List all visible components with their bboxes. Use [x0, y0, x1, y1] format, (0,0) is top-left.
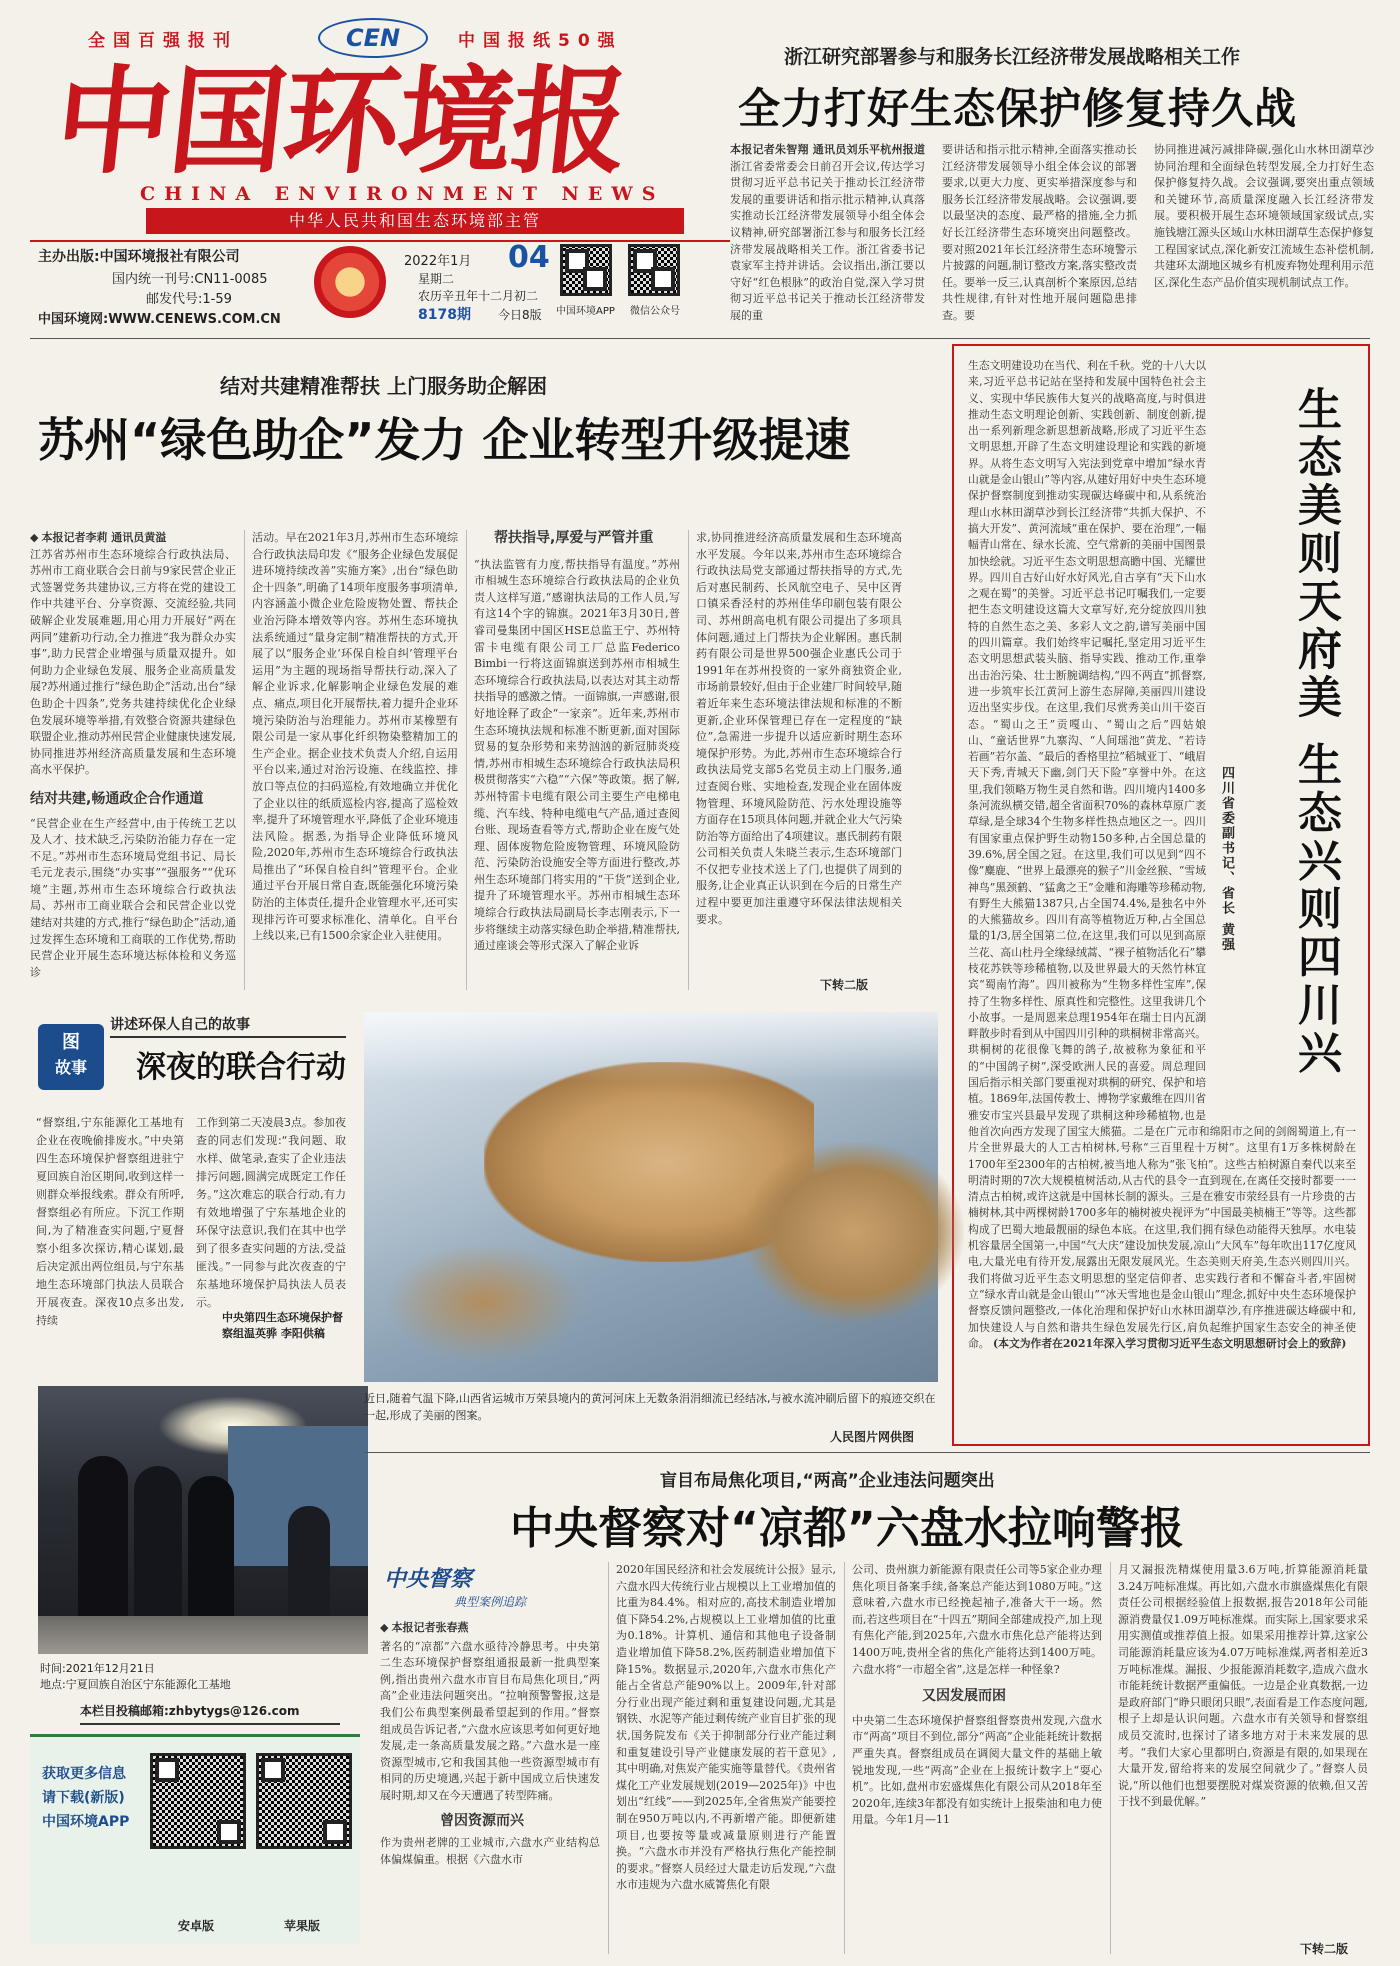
- suzhou-col-1b-text: “民营企业在生产经营中,由于传统工艺以及人才、技术缺乏,污染防治能力存在一定不足。”苏州市生态环境局党组书记、局长毛元龙表示,围绕“办实事”“强服务”“优环境”主题,苏州市生态环境综合行政执法局、苏州市工商业联合会和民营企业以党建结对共建的方式,推行“绿色助企”活动,通过发挥生态环境和工商联的工作优势,帮助民营企业开展生态环境达标体检和义务巡诊: [30, 816, 236, 979]
- story-column-label: 讲述环保人自己的故事: [110, 1014, 346, 1038]
- app-promo: [30, 1734, 360, 1944]
- date-year-month: 2022年1月: [404, 254, 472, 269]
- app-qr-code[interactable]: [560, 244, 612, 296]
- newspaper-logo: 中国环境报: [48, 55, 634, 190]
- suzhou-col-4-text: 求,协同推进经济高质量发展和生态环境高水平发展。今年以来,苏州市生态环境综合行政执法局党支部通过帮扶指导的方式,先后对惠民制药、长风航空电子、吴中区胥口镇采香泾村的苏州佳华印刷包装有限公司、苏州朗高电机有限公司提出了多项具体问题,通过上门帮扶为企业解困。惠氏制药有限公司是世界500强企业惠氏公司于1991年在苏州投资的一家外商独资企业,市场前景较好,但由于企业建厂时间较早,随着近年来生态环境法律法规和标准的不断更新,企业环保管理已存在一定程度的“缺位”,急需进一步提升以适应新时期生态环境保护形势。为此,苏州市生态环境综合行政执法局党支部5名党员主动上门服务,通过查阅台账、实地检查,发现企业在固体废物管理、环境风险防范、污水处理设施等方面存在15项具体问题,并就企业大气污染防治等方面给出了4项建议。惠氏制药有限公司相关负责人朱晓兰表示,生态环境部门不仅把专业技术送上了门,也提供了周到的服务,让企业真正认识到在今后的日常生产过程中要更加注重遵守环保法律法规相关要求。: [696, 531, 902, 926]
- story-badge: [38, 1024, 104, 1090]
- col-divider: [688, 530, 689, 990]
- section-rule-bottom: [364, 1452, 1370, 1453]
- lead-story: [730, 36, 1380, 336]
- top-left-tag: 全国百强报刊: [88, 31, 238, 51]
- story-place: 地点:宁夏回族自治区宁东能源化工基地: [40, 1678, 231, 1691]
- liupanshui-col-4-text: 月又漏报洗精煤使用量3.6万吨,折算能源消耗量3.24万吨标准煤。再比如,六盘水市旗盛煤焦化有限责任公司根据经验值上报数据,报告2018年公司能源消费量仅1.09万吨标准煤。而实际上,国家要求采用实测值或推荐值上报。如果采用推荐计算,这家公司能源消耗量应该为4.07万吨标准煤,两者相差近3万吨标准煤。漏报、少报能源消耗数字,造成六盘水市能耗统计数据严重偏低。一边是企业真数据,一边是政府部门“睁只眼闭只眼”,表面看是工作态度问题,根子上却是认识问题。六盘水市有关领导和督察组成员交流时,也探讨了诸多地方对于未来发展的思考。“我们大家心里都明白,资源是有限的,如果现在大量开发,留给将来的发展空间就少了。”督察人员说,“所以他们也想要摆脱对煤炭资源的依赖,但又苦于找不到最优解。”: [1118, 1563, 1368, 1809]
- story-col-1: [36, 1114, 184, 1374]
- top-right-tag: 中国报纸50强: [458, 31, 623, 51]
- sponsor-bar: [146, 208, 684, 234]
- photo-island: [744, 1142, 964, 1322]
- issue-number: 8178期: [418, 307, 471, 323]
- submission-email[interactable]: 本栏目投稿邮箱:zhbytygs@126.com: [80, 1702, 340, 1725]
- story-col-2: [196, 1114, 346, 1309]
- lead-col-1-text: 浙江省委常委会日前召开会议,传达学习贯彻习近平总书记关于推动长江经济带发展的重要讲话和指示批示精神,认真落实推动长江经济带发展领导小组全体会议精神,研究部署浙江参与和服务长江经济带发展战略相关工作。浙江省委书记袁家军主持并讲话。会议指出,浙江要以守好“红色根脉”的政治自觉,深入学习贯彻习近平总书记关于推动长江经济带发展的重: [730, 159, 925, 322]
- suzhou-col-3: [474, 530, 680, 990]
- apple-qr-code[interactable]: [256, 1753, 352, 1849]
- suzhou-col-2: [252, 530, 458, 990]
- liupanshui-col-2: [616, 1562, 836, 1954]
- essay-body: [968, 358, 1356, 1434]
- photo-caption: 近日,随着气温下降,山西省运城市万荣县境内的黄河河床上无数条涓涓细流已经结冰,与被水流冲刷后留下的痕迹交织在一起,形成了美丽的图案。: [364, 1392, 936, 1422]
- story-col-2-text: 工作到第二天凌晨3点。参加夜查的同志们发现:“我问题、取水样、做笔录,查实了企业违法排污问题,圆满完成既定工作任务。”这次难忘的联合行动,有力有效地增强了宁东基地企业的环保守法意识,我们在其中也学到了很多查实问题的方法,受益匪浅。”一同参与此次夜查的宁东基地环境保护局执法人员表示。: [196, 1116, 346, 1309]
- masthead-rule: [30, 240, 730, 242]
- lead-col-3-text: 协同推进减污减排降碳,强化山水林田湖草沙协同治理和全面绿色转型发展,全力打好生态保护修复持久战。会议强调,要突出重点领域和关键环节,高质量深度融入长江经济带发展。要积极开展生态环境领域国家级试点,实施钱塘江源头区域山水林田湖草生态保护修复工程国家试点,深化新安江流域生态补偿机制,共建环太湖地区城乡有机废弃物处理利用示范区,深化生态产品价值实现机制试点工作。: [1154, 143, 1374, 289]
- photo-person: [78, 1456, 128, 1626]
- essay-note: (本文为作者在2021年深入学习贯彻习近平生态文明思想研讨会上的致辞): [993, 1336, 1347, 1350]
- lead-col-2-text: 要讲话和指示批示精神,全面落实推动长江经济带发展领导小组全体会议的部署要求,以更大力度、更实举措深度参与和服务长江经济带发展战略。会议强调,要以最坚决的态度、最严格的措施,全力抓好长江经济带生态环境突出问题整改。要对照2021年长江经济带生态环境警示片披露的问题,制订整改方案,落实整改责任。要举一反三,认真剖析个案原因,总结共性规律,有针对性地开展问题隐患排查。要: [942, 143, 1137, 322]
- col-divider: [466, 530, 467, 990]
- liupanshui-subhead-2: 又因发展而困: [922, 1688, 1006, 1705]
- suzhou-story: [30, 350, 950, 1000]
- suzhou-col-2-text: 活动。早在2021年3月,苏州市生态环境综合行政执法局印发《“服务企业绿色发展促进环境持续改善”实施方案》,出台“绿色助企十四条”,明确了14项年度服务事项清单,内容涵盖小微企业危险废物处置、帮扶企业治污降本增效等内容。苏州生态环境执法系统通过“量身定制”精准帮扶的方式,开展了以“服务企业‘环保自检自纠’管理平台运用”为主题的现场指导帮扶行动,深入了解企业诉求,化解影响企业绿色发展的难点、痛点,项目化开展帮扶,着力提升企业环境污染防治与治理能力。苏州市某橡塑有限公司是一家从事化纤织物染整精加工的生产企业。据企业技术负责人介绍,自运用平台以来,通过对治污设施、在线监控、排放口等点位的扫码巡检,有效地确立并优化了企业以往的纸质巡检内容,提高了巡检效率,提升了环境管理水平,降低了企业环境违法风险。据悉,为指导企业降低环境风险,2020年,苏州市生态环境综合行政执法局推出了“环保自检自纠”管理平台。企业通过平台开展日常自查,既能强化环境污染防治的主体责任,提升企业管理水平,还可实现排污许可要求标准化、清单化。自平台上线以来,已有1500余家企业入驻使用。: [252, 531, 458, 943]
- col-divider: [608, 1562, 609, 1954]
- photo-person: [288, 1506, 330, 1626]
- apple-label: 苹果版: [284, 1919, 321, 1933]
- essay-box: [952, 344, 1370, 1446]
- lead-kicker: 浙江研究部署参与和服务长江经济带发展战略相关工作: [784, 46, 1241, 68]
- liupanshui-col-3-text: 公司、贵州旗力新能源有限责任公司等5家企业办理焦化项目备案手续,备案总产能达到1080万吨。”这意味着,六盘水市已经挽起袖子,准备大干一场。然而,若这些项目在“十四五”期间全部建成投产,加上现有焦化产能,到2025年,六盘水市焦化总产能将达到1400万吨,贵州全省的焦化产能将达到1400万吨。六盘水将“一市超全省”,这是怎样一种怪象?: [852, 1563, 1102, 1676]
- publisher: 主办出版:中国环境报社有限公司: [38, 249, 240, 265]
- suzhou-subhead-1: 结对共建,畅通政企合作通道: [30, 790, 204, 807]
- photo-island: [384, 1242, 584, 1362]
- lead-col-3: [1154, 142, 1374, 332]
- sponsor-text: 中华人民共和国生态环境部主管: [288, 211, 541, 230]
- suzhou-kicker: 结对共建精准帮扶 上门服务助企解困: [220, 374, 547, 398]
- inspection-logo-sub: 典型案例追踪: [454, 1595, 527, 1609]
- inspection-logo: [384, 1562, 594, 1608]
- masthead: [0, 0, 740, 330]
- story-photo: [38, 1386, 368, 1654]
- suzhou-headline: 苏州“绿色助企”发力 企业转型升级提速: [38, 413, 851, 467]
- essay-title: 生态美则天府美 生态兴则四川兴: [1290, 386, 1341, 1078]
- lead-byline: 本报记者朱智翔 通讯员刘乐平杭州报道: [730, 143, 925, 156]
- weekday: 星期二: [418, 272, 455, 286]
- photo-person: [188, 1476, 234, 1626]
- android-qr-code[interactable]: [150, 1753, 246, 1849]
- photo-person: [134, 1466, 182, 1626]
- website[interactable]: 中国环境网:WWW.CENEWS.COM.CN: [38, 312, 281, 327]
- cn-number: 国内统一刊号:CN11-0085: [112, 272, 268, 287]
- liupanshui-col-4: [1118, 1562, 1368, 1934]
- suzhou-subhead-2: 帮扶指导,厚爱与严管并重: [494, 530, 654, 546]
- page-count: 今日8版: [498, 308, 542, 322]
- section-rule-top: [30, 338, 1370, 339]
- story-credit: 中央第四生态环境保护督察组温英骅 李阳供稿: [222, 1311, 343, 1340]
- liupanshui-col-3b-text: 中央第二生态环境保护督察组督察贵州发现,六盘水市“两高”项目不到位,部分“两高”企业能耗统计数据严重失真。督察组成员在调阅大量文件的基础上敏锐地发现,一些“两高”企业在上报统计数字上“耍心机”。比如,盘州市宏盛煤焦化有限公司从2018年至2020年,连续3年都没有如实统计上报柴油和电力使用量。今年1月—11: [852, 1713, 1102, 1827]
- story-badge-top: 图: [62, 1032, 80, 1053]
- liupanshui-col-1-text: 著名的“凉都”六盘水亟待冷静思考。中央第二生态环境保护督察组通报最新一批典型案例,指出贵州六盘水市盲目布局焦化项目,“两高”企业违法问题突出。“拉响预警警报,这是我们公布典型案例最希望起到的作用。”督察组成员告诉记者,“六盘水应该思考如何更好地发展,走一条高质量发展之路。”六盘水是一座资源型城市,它和我国其他一些资源型城市有相同的历史境遇,兴起于新中国成立后快速发展时期,却又在今天遭遇了转型阵痛。: [380, 1639, 600, 1802]
- inspection-logo-main: 中央督察: [384, 1567, 473, 1592]
- date-day: 04: [508, 240, 550, 275]
- liupanshui-col-1: [380, 1620, 600, 1954]
- photo-snow: [38, 1616, 368, 1654]
- essay-body-text: 生态文明建设功在当代、利在千秋。党的十八大以来,习近平总书记站在坚持和发展中国特色社会主义、实现中华民族伟大复兴的战略高度,与时俱进推动生态文明理论创新、实践创新、制度创新,提出一系列新理念新思想新战略,形成了习近平生态文明思想,开辟了生态文明建设理论和实践的新境界。从将生态文明写入宪法到党章中增加“绿水青山就是金山银山”等内容,从建好用好中央生态环境保护督察制度到推动实现碳达峰碳中和,从系统治理山水林田湖草沙到长江经济带“共抓大保护、不搞大开发”、黄河流域“重在保护、要在治理”,一幅幅青山常在、绿水长流、空气常新的美丽中国图景加快绘就。习近平生态文明思想高瞻中国、光耀世界。四川自古好山好水好风光,自古享有“天下山水之观在蜀”的美誉。习近平总书记叮嘱我们,一定要把生态文明建设这篇大文章写好,充分绽放四川独特的自然生态之美、多彩人文之韵,谱写美丽中国的四川篇章。我们始终牢记嘱托,坚定用习近平生态文明思想武装头脑、指导实践、推动工作,重拳出击治污染、壮士断腕调结构,“四不两直”抓督察,进一步筑牢长江黄河上游生态屏障,美丽四川建设迈出坚实步伐。在这里,我们尽赏秀美山川干姿百态。“蜀山之王”贡嘎山、“蜀山之后”四姑娘山、“童话世界”九寨沟、“人间瑶池”黄龙、“若诗若画”若尔盖、“最后的香格里拉”稻城亚丁、“峨眉天下秀,青城天下幽,剑门天下险”享誉中外。在这里,我们领略万物生灵自然和谐。四川境内1400多条河流纵横交错,超全省面积70%的森林草原广袤草绿,是全球34个生物多样性热点地区之一。四川有国家重点保护野生动物150多种,占全国总量的39.6%,居全国之冠。在这里,我们可以见到“四不像”麋鹿、“世界上最漂亮的猴子”川金丝猴、“雪域神鸟”黑颈鹤、“猛禽之王”金雕和海雕等珍稀动物,有野生大熊猫1387只,占全国74.4%,是独名中外的大熊猫故乡。四川有高等植物近万种,占全国总量的1/3,居全国第二位,在这里,我们可以见到高原兰花、高山杜丹全缘绿绒蒿、“裸子植物活化石”攀枝花苏铁等珍稀植物,以及世界最大的天然竹林宜宾“蜀南竹海”。四川被称为“生物多样性宝库”,保持了生物多样性、原真性和完整性。这里我讲几个小故事。一是周恩来总理1954年在瑞士日内瓦湖畔散步时看到从中国四川引种的珙桐树非常高兴。珙桐树的花很像飞舞的鸽子,故被称为象征和平的“中国鸽子树”,深受欧洲人民的喜爱。周总理回国后指示相关部门要重视对珙桐的研究、保护和培植。1869年,法国传教士、博物学家戴维在四川省雅安市宝兴县最早发现了珙桐这种珍稀植物,也是他首次向西方发现了国宝大熊猫。二是在广元市和绵阳市之间的剑阁蜀道上,有一片全世界最大的人工古柏树林,号称“三百里程十万树”。这里有1万多株树龄在1700年至2300年的古柏树,被当地人称为“张飞柏”。这些古柏树源自秦代以来至明清时期的7次大规模植树活动,从古代的县令一直到现在,在离任交接时都要一一清点古柏树,或许这就是中国林长制的源头。三是在雅安市荥经县有一片珍贵的古楠树林,其中两棵树龄1700多年的楠树被央视评为“中国最美桢楠王”等等。这些都构成了巴蜀大地最靓丽的绿色本底。在这里,我们拥有绿色动能得天独厚。水电装机容量居全国第一,中国“气大庆”建设加快发展,凉山“大风车”每年吹出117亿度风电,大量光电有待开发,展露出无限发展风光。生态美则天府美,生态兴则四川兴。我们将做习近平生态文明思想的坚定信仰者、忠实践行者和不懈奋斗者,牢固树立“绿水青山就是金山银山”“冰天雪地也是金山银山”理念,抓好中央生态环境保护督察反馈问题整改,一体化治理和保护好山水林田湖草沙,有序推进碳达峰碳中和,加快建设人与自然和谐共生绿色发展先行区,肩负起维护国家生态安全的神圣使命。: [968, 359, 1356, 1350]
- footer-left: [30, 1700, 360, 1950]
- promo-line-2: 请下载(新版): [42, 1790, 125, 1806]
- story-headline: 深夜的联合行动: [136, 1050, 346, 1085]
- river-photo: [364, 1012, 938, 1382]
- lead-headline: 全力打好生态保护修复持久战: [738, 84, 1298, 133]
- android-label: 安卓版: [178, 1919, 215, 1933]
- wechat-qr-code[interactable]: [628, 244, 680, 296]
- liupanshui-subhead-1: 曾因资源而兴: [440, 1812, 524, 1829]
- suzhou-col-1: [30, 530, 236, 990]
- col-divider: [244, 530, 245, 990]
- col-divider: [1110, 1562, 1111, 1954]
- lunar-date: 农历辛丑年十二月初二: [418, 289, 539, 303]
- promo-line-3: 中国环境APP: [42, 1814, 130, 1830]
- story-time: 时间:2021年12月21日: [40, 1662, 155, 1675]
- promo-line-1: 获取更多信息: [42, 1766, 126, 1782]
- suzhou-continued: 下转二版: [820, 978, 869, 992]
- liupanshui-byline: ◆ 本报记者张春燕: [380, 1620, 600, 1637]
- liupanshui-continued: 下转二版: [1300, 1942, 1349, 1956]
- essay-author: 四川省委副书记、省长 黄强: [1219, 766, 1234, 953]
- liupanshui-headline: 中央督察对“凉都”六盘水拉响警报: [510, 1503, 1184, 1554]
- lead-col-2: [942, 142, 1137, 332]
- photo-credit: 人民图片网供图: [830, 1430, 915, 1444]
- liupanshui-story: [380, 1462, 1370, 1962]
- story-badge-bottom: 故事: [54, 1058, 87, 1077]
- liupanshui-kicker: 盲目布局焦化项目,“两高”企业违法问题突出: [660, 1471, 995, 1491]
- english-name: CHINA ENVIRONMENT NEWS: [140, 183, 665, 205]
- suzhou-col-3-text: “执法监管有力度,帮扶指导有温度。”苏州市相城生态环境综合行政执法局的企业负责人这样写道,“感谢执法局的工作人员,写有这14个字的锦旗。2021年3月30日,普睿司曼集团中国区HSE总监王宁、苏州特雷卡电缆有限公司工厂总监Federico Bimbi一行将这面锦旗送到苏州市相城生态环境综合行政执法局,以表达对其主动帮扶指导的感激之情。一面锦旗,一声感谢,很好地诠释了政企“一家亲”。近年来,苏州市生态环境执法规和标准不断更新,面对国际贸易的复杂形势和来势汹汹的新冠肺炎疫情,苏州市相城生态环境综合行政执法局积极贯彻落实“六稳”“六保”等政策。据了解,苏州特雷卡电缆有限公司主要生产电梯电缆、汽车线、特种电缆电气产品,通过查阅台账、现场查看等方式,帮助企业在废气处理、固体废物危险废物管理、环境风险防范、污染防治设施安全等方面进行整改,苏州生态环境部门将实用的“干货”送到企业,提升了环境管理水平。苏州市相城生态环境综合行政执法局副局长李志刚表示,下一步将继续主动落实绿色助企举措,精准帮扶,通过座谈会等形式深入了解企业诉: [474, 557, 680, 953]
- liupanshui-col-2-text: 2020年国民经济和社会发展统计公报》显示,六盘水四大传统行业占规模以上工业增加值的比重为84.4%。相对应的,高技术制造业增加值下降54.2%,占规模以上工业增加值的比重为0.18%。计算机、通信和其他电子设备制造业增加值下降58.2%,医药制造业增加值下降15%。数据显示,2020年,六盘水市焦化产能占全省总产能90%以上。2009年,针对部分行业出现产能过剩和重复建设问题,尤其是钢铁、水泥等产能过剩传统产业盲目扩张的现状,国务院发布《关于抑制部分行业产能过剩和重复建设引导产业健康发展的若干意见》,其中明确,对焦炭产能实施等量替代。《贵州省煤化工产业发展规划(2019—2025年)》中也划出“红线”——到2025年,全省焦炭产能要控制在950万吨以内,不再新增产能。即便新建项目,也要按等量或减量原则进行产能置换。“六盘水市并没有严格执行焦化产能控制的要求。”督察人员经过大量走访后发现,“六盘水市违规为六盘水威箐焦化有限: [616, 1563, 836, 1892]
- cen-text: CEN: [345, 24, 401, 52]
- liupanshui-col-1b-text: 作为贵州老牌的工业城市,六盘水产业结构总体偏煤偏重。根据《六盘水市: [380, 1836, 600, 1866]
- photo-ice: [364, 1012, 938, 1082]
- postal-code: 邮发代号:1-59: [146, 292, 232, 307]
- essay-float: [1206, 358, 1356, 1118]
- suzhou-col-4: [696, 530, 902, 970]
- liupanshui-col-3: [852, 1562, 1102, 1954]
- cen-logo: [318, 18, 428, 58]
- lead-col-1: [730, 142, 925, 332]
- col-divider: [844, 1562, 845, 1954]
- app-qr-label: 中国环境APP: [556, 306, 615, 317]
- anniversary-emblem: [314, 246, 386, 318]
- suzhou-byline: ◆ 本报记者李莉 通讯员黄溢: [30, 530, 236, 547]
- story-col-1-text: “督察组,宁东能源化工基地有企业在夜晚偷排废水。”中央第四生态环境保护督察组进驻宁夏回族自治区期间,收到这样一则群众举报线索。群众有所呼,督察组必有所应。下沉工作期间,为了精准查实问题,宁夏督察小组多次探访,精心谋划,最后决定派出两位组员,与宁东基地生态环境部门执法人员联合开展夜查。深夜10点多出发,持续: [36, 1116, 184, 1327]
- suzhou-col-1-text: 江苏省苏州市生态环境综合行政执法局、苏州市工商业联合会日前与9家民营企业正式签署党务共建协议,三方将在党的建设工作中共建平台、分享资源、交流经验,共同破解企业发展难题,用心用力开展好“两在两同”建新功行动,全力推进“我为群众办实事”,助力民营企业增强与质量双提升。如何助力企业绿色发展、服务企业高质量发展?苏州通过推行“绿色助企”活动,出台“绿色助企十四条”,党务共建持续优化企业绿色发展环境等举措,有效整合资源共建绿色联盟企业,推动苏州民营企业健康快速发展,协同推进苏州经济高质量发展和生态环境高水平保护。: [30, 547, 236, 777]
- wechat-qr-label: 微信公众号: [630, 306, 680, 317]
